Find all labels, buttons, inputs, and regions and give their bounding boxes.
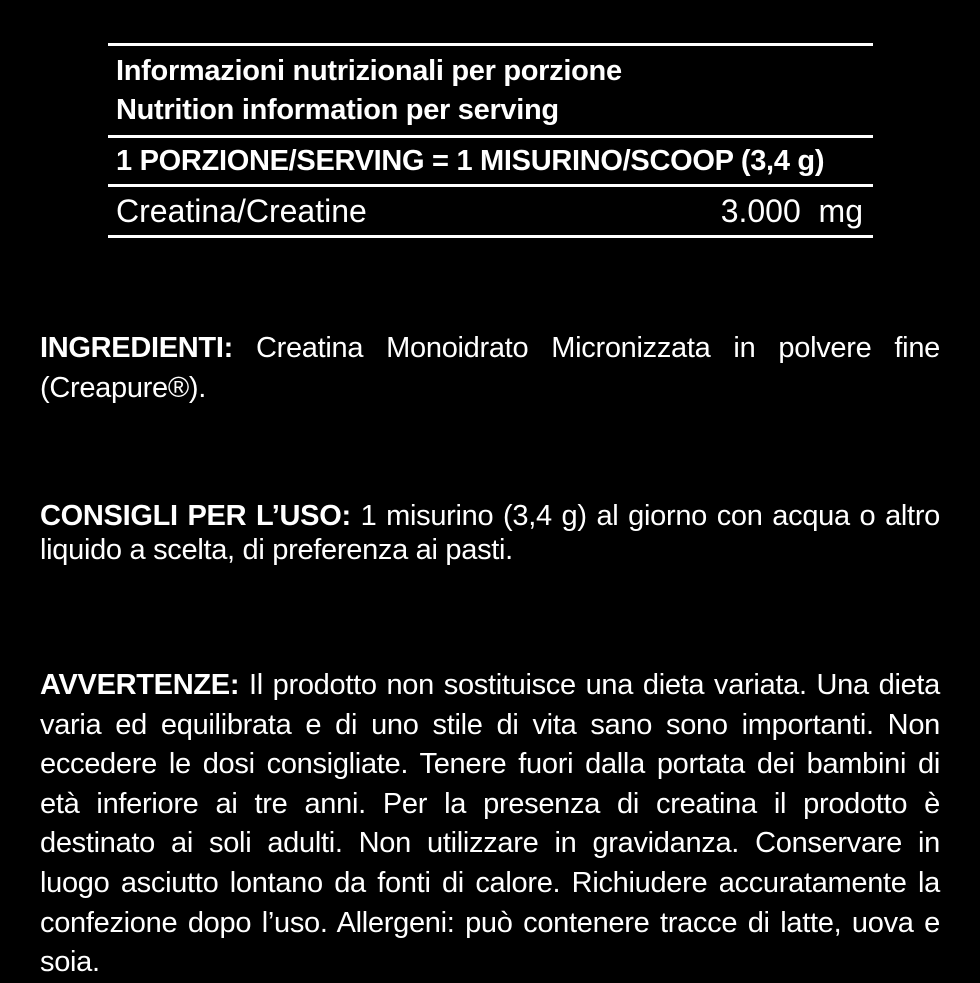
ingredients-text: Creatina Monoidrato Micronizzata in polvere fine (Creapure®). — [40, 332, 940, 404]
table-bottom-rule — [108, 235, 873, 238]
usage-section — [40, 499, 940, 567]
usage-label: CONSIGLI PER L’USO: — [40, 500, 351, 532]
warnings-section — [40, 666, 940, 983]
nutrition-title-it: Informazioni nutrizionali per porzione — [116, 55, 622, 87]
serving-size: 1 PORZIONE/SERVING = 1 MISURINO/SCOOP (3,4 g) — [116, 145, 825, 177]
nutrition-title-en: Nutrition information per serving — [116, 94, 559, 126]
ingredients-section — [40, 329, 940, 408]
nutrient-amount: 3.000 mg — [720, 193, 863, 229]
warnings-text: Il prodotto non sostituisce una dieta variata. Una dieta varia ed equilibrata e di uno stile di vita sano sono importanti. Non eccedere le dosi consigliate. Tenere fuori dalla portata dei bambini di età inferiore ai tre anni. Per la presenza di creatina il prodotto è destinato ai soli adulti. Non utilizzare in gravidanza. Conservare in luogo asciutto lontano da fonti di calore. Richiudere accuratamente la confezione dopo l’uso. Allergeni: può contenere tracce di latte, uova e soia. — [40, 669, 941, 979]
nutrition-table — [108, 43, 873, 238]
nutrient-name: Creatina/Creatine — [116, 193, 367, 229]
nutrient-row — [108, 187, 873, 235]
usage-text: 1 misurino (3,4 g) al giorno con acqua o altro liquido a scelta, di preferenza ai pasti. — [40, 500, 941, 566]
nutrition-header — [108, 46, 873, 135]
warnings-label: AVVERTENZE: — [40, 669, 240, 701]
ingredients-label: INGREDIENTI: — [40, 332, 233, 364]
